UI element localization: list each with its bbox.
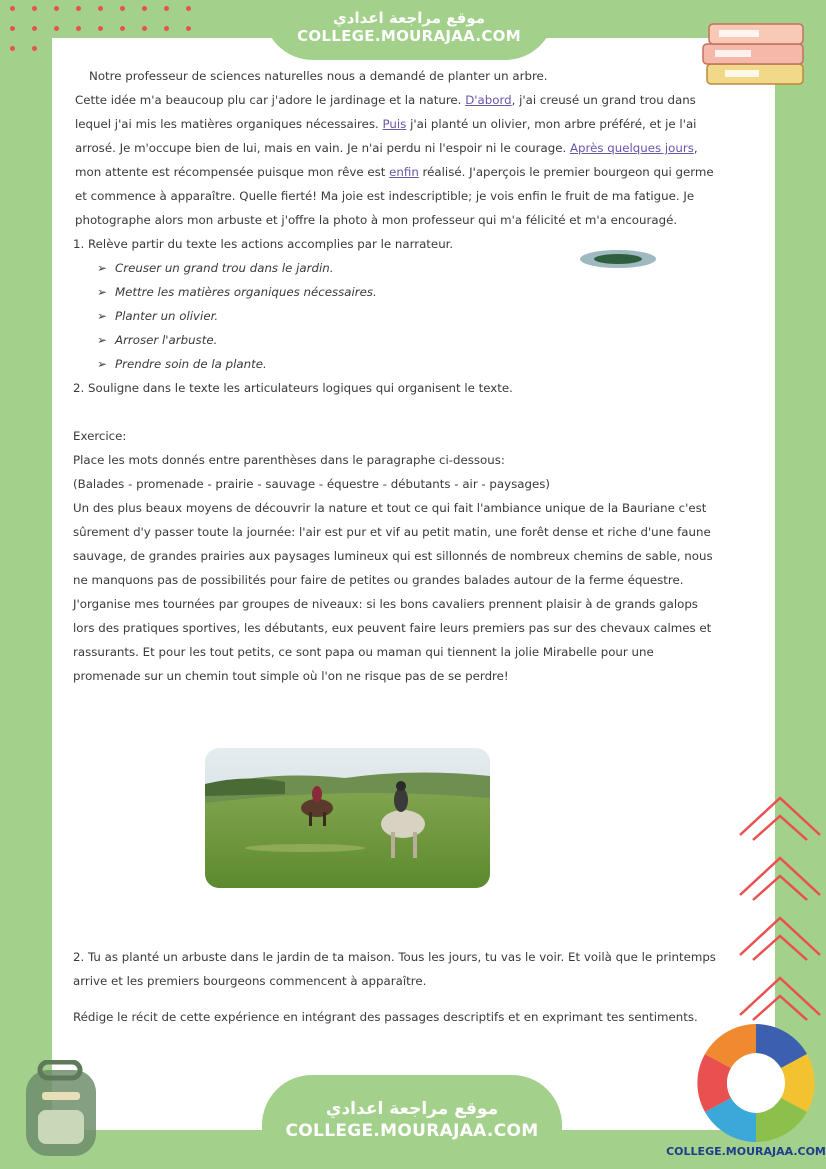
writing-task — [73, 945, 723, 1029]
exercise-words: (Balades - promenade - prairie - sauvage - équestre - débutants - air - paysages) — [73, 477, 550, 491]
exercise-title: Exercice: — [73, 429, 127, 443]
list-item — [73, 328, 723, 352]
story-text: , j'ai creusé un grand trou dans lequel j'ai mis les matières organiques nécessaires. — [75, 93, 696, 131]
connector-puis: Puis — [382, 117, 407, 131]
story-text: Cette idée m'a beaucoup plu car j'adore le jardinage et la nature. — [75, 93, 466, 107]
list-item-text: Prendre soin de la plante. — [115, 357, 267, 371]
story-paragraph — [73, 88, 723, 232]
footer-site-link[interactable]: COLLEGE.MOURAJAA.COM — [285, 1121, 539, 1141]
list-item-text: Arroser l'arbuste. — [115, 333, 218, 347]
footer-logo-text: COLLEGE.MOURAJAA.COM — [666, 1145, 826, 1158]
header-tab — [263, 0, 555, 60]
question-3: 2. Tu as planté un arbuste dans le jardin de ta maison. Tous les jours, tu vas le voir. Et voilà que le printemps arrive et les premiers bourgeons commencent à apparaître. — [73, 950, 716, 988]
list-item-text: Creuser un grand trou dans le jardin. — [115, 261, 334, 275]
arrow-bullet-icon: ➢ — [97, 309, 107, 323]
list-item-text: Mettre les matières organiques nécessaires. — [115, 285, 377, 299]
footer-arabic-title: موقع مراجعة اعدادي — [325, 1099, 499, 1119]
list-item-text: Planter un olivier. — [115, 309, 219, 323]
chevrons-decoration-icon — [735, 790, 825, 1030]
question-1: 1. Relève partir du texte les actions accomplies par le narrateur. — [73, 237, 454, 251]
list-item — [73, 280, 723, 304]
landscape-thumbnail — [578, 247, 658, 271]
intro-sentence: Notre professeur de sciences naturelles nous a demandé de planter un arbre. — [89, 69, 548, 83]
header-arabic-title: موقع مراجعة اعدادي — [333, 9, 485, 27]
exercise-paragraph: Un des plus beaux moyens de découvrir la nature et tout ce qui fait l'ambiance unique de la Bauriane c'est sûrement d'y passer toute la journée: l'air est pur et vif au petit matin, une forêt dense et riche d'une faune sauvage, de grandes prairies aux paysages lumineux qui est sillonnés de nombreux chemins de sable, nous ne manquons pas de possibilités pour faire de petites ou grandes balades autour de la ferme équestre. J'organise mes tournées par groupes de niveaux: si les bons cavaliers prennent plaisir à de grands galops lors des pratiques sportives, les débutants, eux peuvent faire leurs premiers pas sur des chevaux calmes et rassurants. Et pour les tout petits, ce sont papa ou maman qui tiennent la jolie Mirabelle pour une promenade sur un chemin tout simple où l'on ne risque pas de se perdre! — [73, 501, 713, 683]
backpack-icon — [12, 1060, 112, 1160]
story-text: , mon attente est récompensée puisque mon rêve est — [75, 141, 698, 179]
story-text: réalisé. J'aperçois le premier bourgeon qui germe et commence à apparaître. Quelle fierté! Ma joie est indescriptible; je vois enfin le fruit de ma fatigue. Je photographe alors mon arbuste et j'offre la photo à mon professeur qui m'a félicité et m'a encouragé. — [75, 165, 714, 227]
list-item — [73, 352, 723, 376]
arrow-bullet-icon: ➢ — [97, 285, 107, 299]
horse-riding-photo — [205, 748, 490, 888]
connector-apres: Après quelques jours — [569, 141, 694, 155]
arrow-bullet-icon: ➢ — [97, 261, 107, 275]
arrow-bullet-icon: ➢ — [97, 333, 107, 347]
footer-tab — [262, 1075, 562, 1169]
connector-enfin: enfin — [389, 165, 419, 179]
question-2: 2. Souligne dans le texte les articulateurs logiques qui organisent le texte. — [73, 381, 513, 395]
header-site-link[interactable]: COLLEGE.MOURAJAA.COM — [297, 27, 521, 45]
document-body — [73, 64, 723, 688]
spacer — [73, 400, 723, 424]
subjects-wheel-logo — [695, 1022, 817, 1144]
question-3-instruction: Rédige le récit de cette expérience en intégrant des passages descriptifs et en exprimant tes sentiments. — [73, 1010, 698, 1024]
story-text: j'ai planté un olivier, mon arbre préféré, et je l'ai arrosé. Je m'occupe bien de lui, mais en vain. Je n'ai perdu ni l'espoir ni le courage. — [75, 117, 697, 155]
connector-dabord: D'abord — [465, 93, 512, 107]
exercise-instruction: Place les mots donnés entre parenthèses dans le paragraphe ci-dessous: — [73, 453, 505, 467]
arrow-bullet-icon: ➢ — [97, 357, 107, 371]
list-item — [73, 304, 723, 328]
